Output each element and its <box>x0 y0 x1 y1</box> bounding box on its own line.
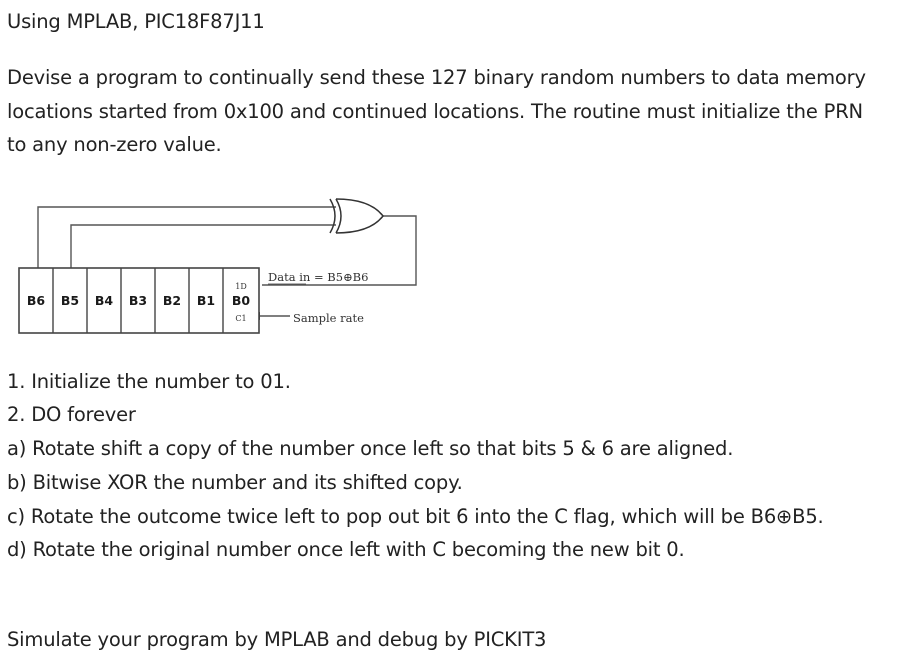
data-in-label: Data in = B5⊕B6 <box>268 270 369 284</box>
footer-text: Simulate your program by MPLAB and debug by PICKIT3 <box>7 628 547 651</box>
step-2: 2. DO forever <box>7 403 136 426</box>
register-b1: B1 <box>196 293 216 308</box>
description-line-2: locations started from 0x100 and continued locations. The routine must initialize the PRN <box>7 100 863 123</box>
step-c: c) Rotate the outcome twice left to pop out bit 6 into the C flag, which will be B6⊕B5. <box>7 505 824 528</box>
xor-gate-icon <box>330 199 383 233</box>
step-d: d) Rotate the original number once left with C becoming the new bit 0. <box>7 538 685 561</box>
heading: Using MPLAB, PIC18F87J11 <box>7 10 265 33</box>
pin-c1-label: C1 <box>235 314 247 323</box>
register-b4: B4 <box>94 293 114 308</box>
step-b: b) Bitwise XOR the number and its shifted copy. <box>7 471 463 494</box>
pin-1d-label: 1D <box>235 282 247 291</box>
sample-rate-label: Sample rate <box>293 311 364 325</box>
description-line-3: to any non-zero value. <box>7 133 222 156</box>
register-b5: B5 <box>60 293 80 308</box>
step-1: 1. Initialize the number to 01. <box>7 370 291 393</box>
step-a: a) Rotate shift a copy of the number once left so that bits 5 & 6 are aligned. <box>7 437 734 460</box>
register-b0: B0 <box>231 293 251 308</box>
register-b6: B6 <box>26 293 46 308</box>
description-line-1: Devise a program to continually send these 127 binary random numbers to data memory <box>7 66 866 89</box>
register-b2: B2 <box>162 293 182 308</box>
register-b3: B3 <box>128 293 148 308</box>
shift-register <box>19 268 259 333</box>
